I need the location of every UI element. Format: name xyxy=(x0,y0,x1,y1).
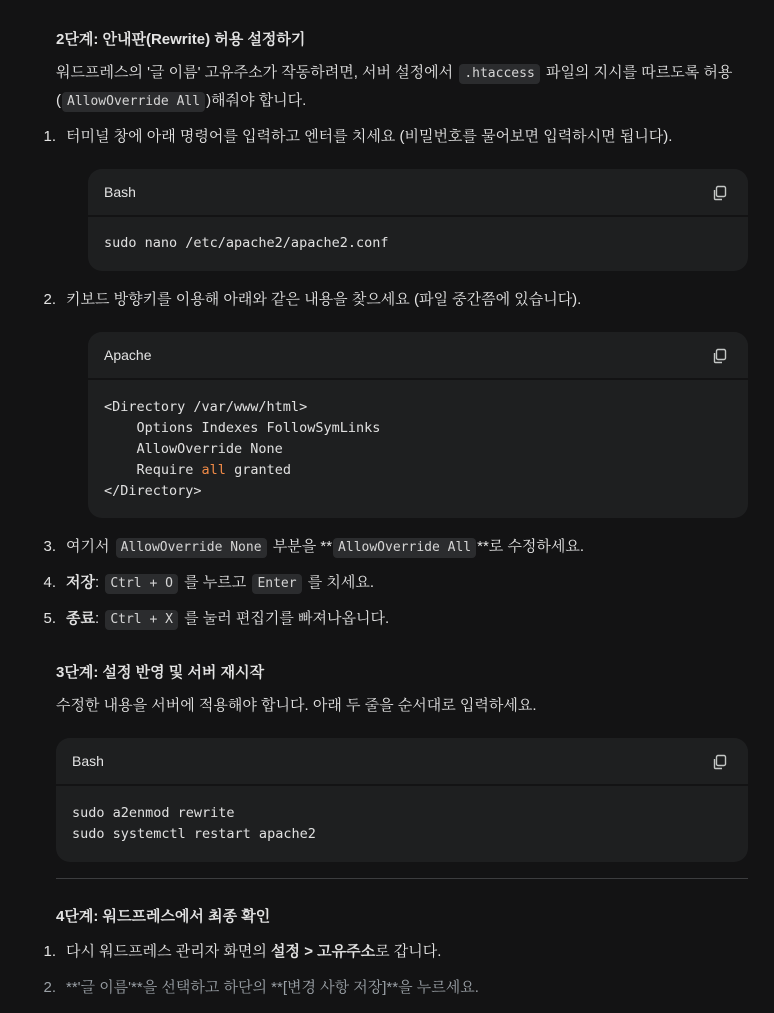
code-line: Options Indexes FollowSymLinks xyxy=(104,420,381,436)
list-number: 5. xyxy=(43,610,56,627)
step2-heading: 2단계: 안내판(Rewrite) 허용 설정하기 xyxy=(56,31,306,48)
step2-item-2 xyxy=(28,289,581,312)
list-number: 4. xyxy=(43,574,56,591)
code-keyword: all xyxy=(201,462,226,478)
code-content: sudo nano /etc/apache2/apache2.conf xyxy=(104,235,389,251)
step3-intro: 수정한 내용을 서버에 적용해야 합니다. 아래 두 줄을 순서대로 입력하세요. xyxy=(56,697,537,714)
intro-text: )해줘야 합니다. xyxy=(206,92,307,109)
list-item-bold: 설정 > 고유주소 xyxy=(271,943,376,960)
step2-item-1 xyxy=(28,126,672,149)
inline-code: Ctrl + O xyxy=(105,574,178,594)
intro-text: 파일의 지시를 따르도록 허용 xyxy=(545,64,733,81)
list-item-text: 부분을 ** xyxy=(272,538,333,555)
code-block-bash-2 xyxy=(56,738,748,862)
list-item-text: 키보드 방향키를 이용해 아래와 같은 내용을 찾으세요 (파일 중간쯤에 있습니다). xyxy=(66,291,582,308)
code-block-bash-1 xyxy=(88,169,748,271)
list-item-text: 다시 워드프레스 관리자 화면의 xyxy=(66,943,267,960)
code-block-header xyxy=(88,332,748,380)
inline-code: AllowOverride All xyxy=(333,538,476,558)
list-item-text: : xyxy=(94,610,100,627)
code-block-header xyxy=(88,169,748,217)
code-block-header xyxy=(56,738,748,786)
list-item-text: 를 눌러 편집기를 빠져나옵니다. xyxy=(184,610,390,627)
list-item-text: 여기서 xyxy=(66,538,110,555)
list-number: 1. xyxy=(43,128,56,145)
list-number: 2. xyxy=(43,291,56,308)
copy-icon[interactable] xyxy=(712,185,728,201)
step3-heading: 3단계: 설정 반영 및 서버 재시작 xyxy=(56,664,265,681)
code-line: <Directory /var/www/html> xyxy=(104,399,308,415)
inline-code: Ctrl + X xyxy=(105,610,178,630)
code-block-apache xyxy=(88,332,748,518)
step2-item-3 xyxy=(28,536,584,559)
list-item-text: : xyxy=(94,574,100,591)
code-language-label: Bash xyxy=(104,184,136,200)
list-item-text: **로 수정하세요. xyxy=(477,538,585,555)
code-content: sudo a2enmod rewrite sudo systemctl restart apache2 xyxy=(72,805,316,842)
inline-code: Enter xyxy=(252,574,301,594)
copy-icon[interactable] xyxy=(712,348,728,364)
list-number: 1. xyxy=(43,943,56,960)
code-content xyxy=(104,397,380,502)
list-number: 3. xyxy=(43,538,56,555)
list-item-text: 터미널 창에 아래 명령어를 입력하고 엔터를 치세요 (비밀번호를 물어보면 입력하시면 됩니다). xyxy=(66,128,673,145)
code-line xyxy=(104,462,291,478)
code-line: </Directory> xyxy=(104,483,202,499)
inline-code-htaccess: .htaccess xyxy=(459,64,539,84)
list-number: 2. xyxy=(43,979,56,996)
code-line: AllowOverride None xyxy=(104,441,283,457)
intro-text: ( xyxy=(56,92,61,109)
inline-code: AllowOverride None xyxy=(116,538,267,558)
code-token: Require xyxy=(104,462,202,478)
section-divider xyxy=(56,878,748,879)
list-item-text: 를 치세요. xyxy=(307,574,375,591)
copy-icon[interactable] xyxy=(712,754,728,770)
intro-text: 워드프레스의 '글 이름' 고유주소가 작동하려면, 서버 설정에서 xyxy=(56,64,454,81)
list-item-bold: 종료 xyxy=(66,610,95,627)
code-token: granted xyxy=(225,462,291,478)
code-language-label: Bash xyxy=(72,753,104,769)
step4-item-1 xyxy=(28,941,441,964)
list-item-text: 로 갑니다. xyxy=(375,943,442,960)
code-language-label: Apache xyxy=(104,347,152,363)
step2-item-5 xyxy=(28,608,389,631)
step2-intro-line1 xyxy=(56,62,732,85)
step2-intro-line2 xyxy=(56,90,306,113)
list-item-text: **'글 이름'**을 선택하고 하단의 **[변경 사항 저장]**을 누르세요. xyxy=(66,979,479,996)
step4-item-2 xyxy=(28,977,479,1000)
step2-item-4 xyxy=(28,572,374,595)
list-item-text: 를 누르고 xyxy=(184,574,247,591)
step4-heading: 4단계: 워드프레스에서 최종 확인 xyxy=(56,908,271,925)
inline-code-allowoverride: AllowOverride All xyxy=(62,92,205,112)
list-item-bold: 저장 xyxy=(66,574,95,591)
